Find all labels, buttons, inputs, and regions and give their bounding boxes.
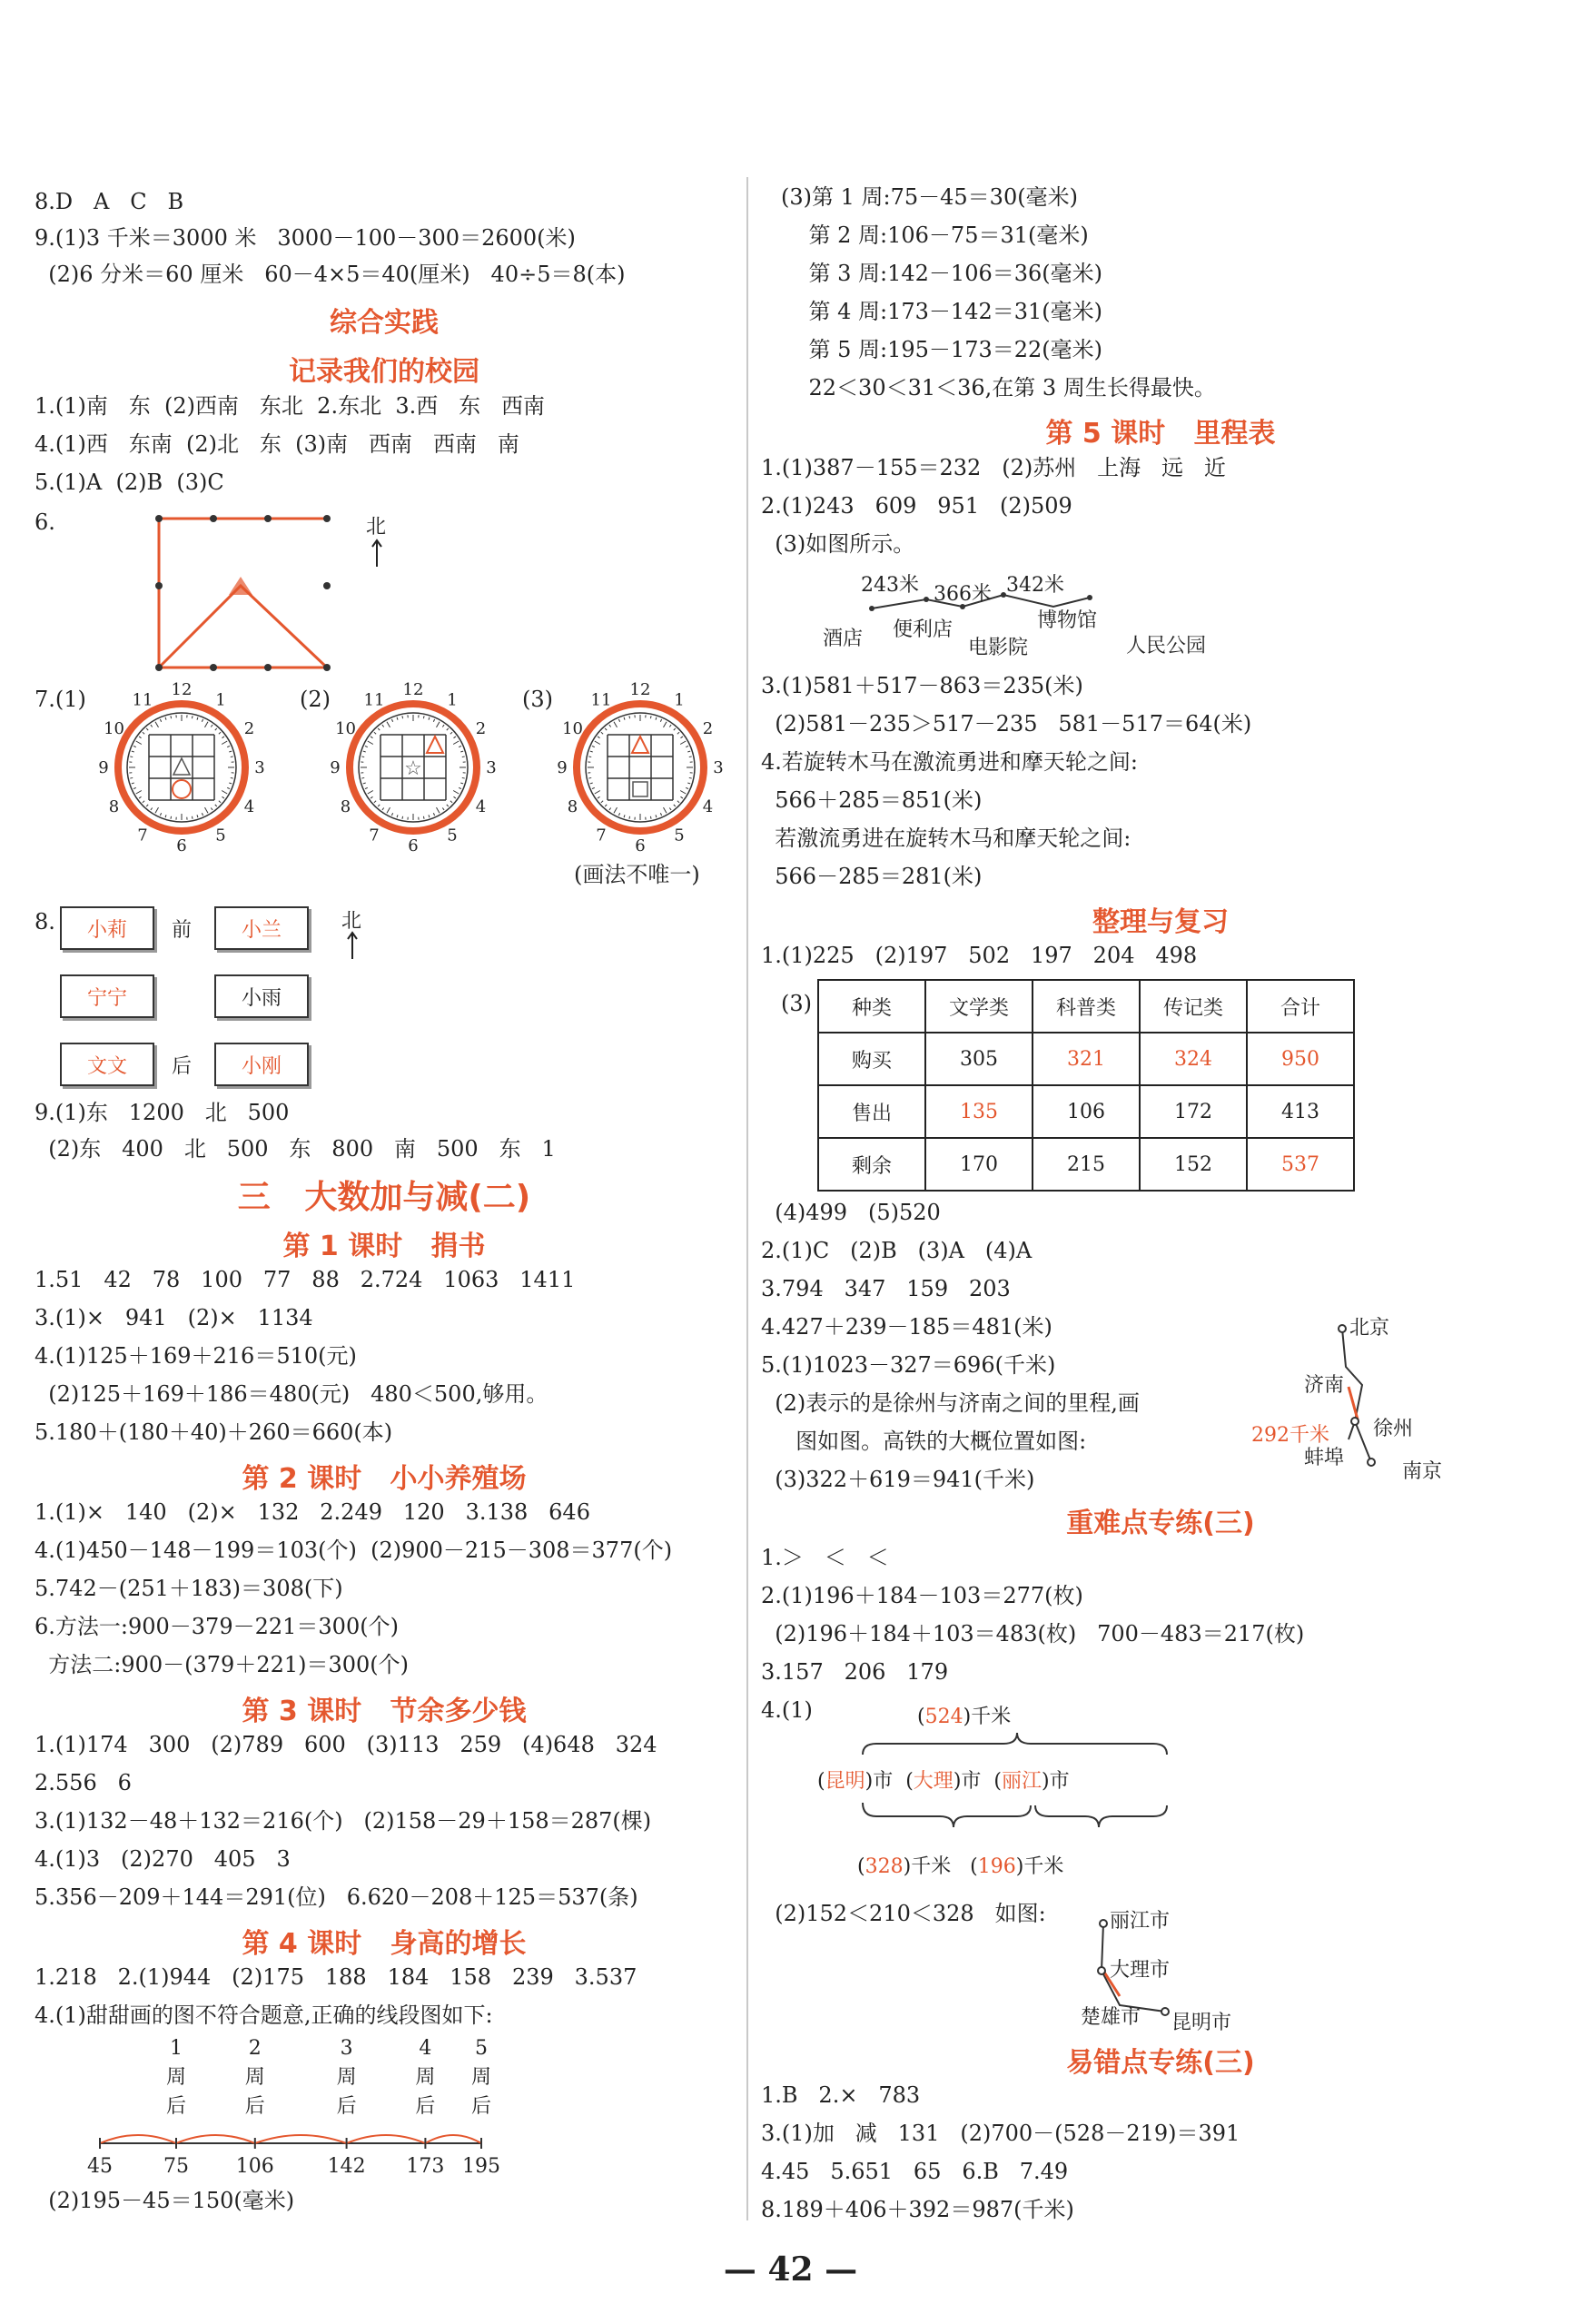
tick <box>423 716 424 718</box>
after-label: 后 <box>165 2095 187 2118</box>
brace-value: 328 <box>865 1855 904 1878</box>
answer-line: 4.(1) <box>761 1697 813 1723</box>
answer-line: 4.45 5.651 65 6.B 7.49 <box>761 2159 1069 2184</box>
answer-line: (2)196＋184＋103＝483(枚) 700－483＝217(枚) <box>761 1621 1305 1647</box>
answer-line: 若激流勇进在旋转木马和摩天轮之间: <box>761 826 1131 851</box>
segment-value: 45 <box>87 2155 113 2178</box>
note-text: (画法不唯一) <box>574 862 700 887</box>
tick <box>402 816 403 819</box>
tick <box>423 816 424 819</box>
name-box: 小雨 <box>214 974 309 1018</box>
section-subtitle: 记录我们的校园 <box>289 356 479 388</box>
unit-text: 市 <box>873 1770 894 1793</box>
segment-diagram <box>82 2034 554 2180</box>
clock-number: 8 <box>108 797 120 816</box>
brace-value: 196 <box>977 1855 1016 1878</box>
clock-number: 4 <box>702 797 714 816</box>
answer-line: 8.189＋406＋392＝987(千米) <box>761 2197 1074 2222</box>
clock-number: 6 <box>176 836 187 854</box>
answer-line: 4.若旋转木马在激流勇进和摩天轮之间: <box>761 749 1138 775</box>
star-icon: ☆ <box>404 757 422 780</box>
city-name: 丽江 <box>1002 1770 1042 1793</box>
table-cell: 324 <box>1140 1033 1247 1085</box>
map-city: 蚌埠 <box>1304 1447 1345 1469</box>
unit-text: 千米 <box>911 1855 952 1878</box>
segment-arc <box>176 2135 255 2143</box>
answer-line: 第 4 周:173－142＝31(毫米) <box>781 299 1103 324</box>
clock-number: 1 <box>674 690 685 710</box>
answer-line: 2.(1)C (2)B (3)A (4)A <box>761 1238 1033 1263</box>
clock-number: 4 <box>243 797 255 816</box>
answer-line: (2)581－235＞517－235 581－517＝64(米) <box>761 711 1252 737</box>
table-cell: 购买 <box>818 1033 925 1085</box>
table-header-cell: 种类 <box>818 980 925 1033</box>
answer-line: (3)322＋619＝941(千米) <box>761 1467 1035 1492</box>
answer-line: 4.(1)125＋169＋216＝510(元) <box>35 1343 357 1369</box>
answer-line: (3)第 1 周:75－45＝30(毫米) <box>781 184 1078 210</box>
tick <box>588 777 591 778</box>
answer-line: 1.(1)225 (2)197 502 197 204 498 <box>761 943 1198 968</box>
answer-line: 566－285＝281(米) <box>761 864 983 889</box>
table-cell: 152 <box>1140 1138 1247 1191</box>
segment-value: 142 <box>327 2155 366 2178</box>
clock-ring <box>577 704 704 831</box>
answer-line: (2)6 分米＝60 厘米 60－4×5＝40(厘米) 40÷5＝8(本) <box>35 262 626 287</box>
answer-line: 8. <box>35 909 55 935</box>
answer-line: (2)125＋169＋186＝480(元) 480＜500,够用。 <box>35 1381 548 1407</box>
table-cell: 135 <box>925 1085 1033 1138</box>
answer-line: 1.(1)× 140 (2)× 132 2.249 120 3.138 646 <box>35 1499 590 1525</box>
tick <box>402 716 403 718</box>
answer-line: 3.(1)× 941 (2)× 1134 <box>35 1305 313 1330</box>
lesson-title: 第 4 课时 身高的增长 <box>242 1928 527 1960</box>
week-number: 4 <box>419 2037 432 2060</box>
clock-number: 7 <box>369 826 380 846</box>
answer-line: 9.(1)东 1200 北 500 <box>35 1100 290 1125</box>
table-cell: 106 <box>1033 1085 1140 1138</box>
answer-line: 1.(1)南 东 (2)西南 东北 2.东北 3.西 东 西南 <box>35 393 546 419</box>
answer-line: 3.(1)132－48＋132＝216(个) (2)158－29＋158＝287(棵) <box>35 1808 652 1834</box>
answer-line: 第 2 周:106－75＝31(毫米) <box>781 223 1089 248</box>
clock <box>98 681 264 854</box>
stock-table <box>817 979 1355 1192</box>
tick <box>171 816 172 819</box>
clock-number: 3 <box>254 758 265 777</box>
answer-line: (2)表示的是徐州与济南之间的里程,画 <box>761 1390 1140 1416</box>
map-city: 楚雄市 <box>1081 2006 1141 2029</box>
answer-line: 第 3 周:142－106＝36(毫米) <box>781 261 1103 286</box>
clock-number: 8 <box>567 797 578 816</box>
table-header-cell: 科普类 <box>1033 980 1140 1033</box>
week-label: 周 <box>470 2066 492 2089</box>
clock-number: 3 <box>486 758 497 777</box>
week-label: 周 <box>165 2066 187 2089</box>
table-header-row <box>818 980 1354 1033</box>
week-number: 5 <box>475 2037 488 2060</box>
answer-line: 9.(1)3 千米＝3000 米 3000－100－300＝2600(米) <box>35 225 576 251</box>
answer-line: 4.427＋239－185＝481(米) <box>761 1314 1052 1340</box>
back-label: 后 <box>172 1055 193 1078</box>
answer-line: 3.(1)加 减 131 (2)700－(528－219)＝391 <box>761 2121 1240 2146</box>
route-distance: 342米 <box>1006 574 1064 597</box>
unit-text: 市 <box>1049 1770 1070 1793</box>
map-city: 昆明市 <box>1171 2012 1232 2034</box>
week-label: 周 <box>415 2066 436 2089</box>
segment-value: 195 <box>462 2155 500 2178</box>
table-cell: 537 <box>1247 1138 1354 1191</box>
name-box: 小刚 <box>214 1043 309 1086</box>
answer-line: 2.(1)196＋184－103＝277(枚) <box>761 1583 1083 1608</box>
answer-line: 3.(1)581＋517－863＝235(米) <box>761 673 1083 698</box>
after-label: 后 <box>470 2095 492 2118</box>
table-cell: 172 <box>1140 1085 1247 1138</box>
clock-number: 1 <box>215 690 226 710</box>
brace-label: (328)千米 (196)千米 <box>857 1855 1064 1878</box>
answer-line: (3) <box>781 991 812 1016</box>
clock-number: 7 <box>596 826 607 846</box>
clock-number: 2 <box>243 719 255 738</box>
clock-number: 10 <box>104 719 124 738</box>
tick <box>361 777 364 778</box>
table-header-cell: 传记类 <box>1140 980 1247 1033</box>
clock-number: 10 <box>335 719 356 738</box>
unit-text: 千米 <box>971 1706 1012 1728</box>
answer-line: 第 5 周:195－173＝22(毫米) <box>781 337 1103 362</box>
answer-line: (4)499 (5)520 <box>761 1200 941 1225</box>
north-arrow-icon <box>371 538 383 569</box>
clock-number: 9 <box>330 758 341 777</box>
answer-line: 1.B 2.× 783 <box>761 2082 921 2108</box>
page-number: — 42 — <box>723 2250 858 2289</box>
week-number: 1 <box>170 2037 183 2060</box>
name-box: 文文 <box>60 1043 154 1086</box>
lesson-title: 第 5 课时 里程表 <box>1045 418 1276 450</box>
tick <box>192 816 193 819</box>
lesson-title: 第 2 课时 小小养殖场 <box>242 1463 527 1495</box>
week-label: 周 <box>244 2066 265 2089</box>
section-title: 整理与复习 <box>1092 906 1229 938</box>
answer-line: 3.794 347 159 203 <box>761 1276 1011 1301</box>
clock-number: 12 <box>402 681 424 699</box>
answer-line: 1.(1)387－155＝232 (2)苏州 上海 远 近 <box>761 455 1226 480</box>
tick <box>462 777 465 778</box>
section-title: 易错点专练(三) <box>1066 2047 1255 2079</box>
clock-number: 3 <box>713 758 724 777</box>
answer-line: 4.(1)甜甜画的图不符合题意,正确的线段图如下: <box>35 2003 493 2028</box>
map-city: 南京 <box>1402 1460 1443 1483</box>
table-row <box>818 1085 1354 1138</box>
lesson-title: 第 3 课时 节余多少钱 <box>242 1696 527 1727</box>
clock-number: 8 <box>340 797 351 816</box>
clock-number: 5 <box>674 826 685 846</box>
tick <box>629 816 630 819</box>
clock-number: 9 <box>98 758 109 777</box>
answer-line: 图如图。高铁的大概位置如图: <box>761 1429 1087 1454</box>
name-box: 小莉 <box>60 906 154 950</box>
clock-ring <box>118 704 245 831</box>
clock-number: 10 <box>562 719 583 738</box>
clock-number: 11 <box>363 690 385 710</box>
answer-line: (3)如图所示。 <box>761 531 915 557</box>
clock <box>557 681 723 854</box>
route-place: 人民公园 <box>1126 635 1207 658</box>
clock-label: (3) <box>522 687 553 712</box>
segment-value: 173 <box>406 2155 445 2178</box>
answer-line: 5.(1)A (2)B (3)C <box>35 470 224 495</box>
tick <box>650 816 651 819</box>
answer-line: 8.D A C B <box>35 189 184 214</box>
answer-line: 5.742－(251＋183)＝308(下) <box>35 1576 343 1601</box>
answer-line: 4.(1)西 东南 (2)北 东 (3)南 西南 西南 南 <box>35 431 519 457</box>
tick <box>171 716 172 718</box>
answer-line: 1.51 42 78 100 77 88 2.724 1063 1411 <box>35 1267 576 1292</box>
tick <box>689 777 692 778</box>
north-arrow-icon <box>346 930 359 961</box>
route-place: 电影院 <box>968 637 1029 659</box>
answer-line: 1.＞ ＜ ＜ <box>761 1545 889 1570</box>
map-city: 大理市 <box>1110 1959 1171 1982</box>
after-label: 后 <box>336 2095 357 2118</box>
clock-number: 12 <box>629 681 651 699</box>
brace-value: 524 <box>924 1706 963 1728</box>
tick <box>629 716 630 718</box>
route-place: 酒店 <box>823 628 864 650</box>
clock-label: (2) <box>300 687 331 712</box>
tick <box>231 777 233 778</box>
answer-line: 1.(1)174 300 (2)789 600 (3)113 259 (4)648 324 <box>35 1732 657 1757</box>
table-cell: 剩余 <box>818 1138 925 1191</box>
answer-line: 6.方法一:900－379－221＝300(个) <box>35 1614 399 1639</box>
answer-line: 3.157 206 179 <box>761 1659 949 1685</box>
answer-line: 5.(1)1023－327＝696(千米) <box>761 1352 1056 1378</box>
route-distance: 366米 <box>934 583 992 606</box>
table-cell: 321 <box>1033 1033 1140 1085</box>
brace-label: (524)千米 <box>917 1706 1012 1728</box>
answer-line: 566＋285＝851(米) <box>761 787 983 813</box>
city-name: 昆明 <box>825 1770 865 1793</box>
answer-line: 22＜30＜31＜36,在第 3 周生长得最快。 <box>781 375 1216 401</box>
answer-line: 4.(1)3 (2)270 405 3 <box>35 1846 291 1872</box>
map-city: 丽江市 <box>1110 1910 1171 1933</box>
section-title: 综合实践 <box>330 307 439 339</box>
answer-line: 4.(1)450－148－199＝103(个) (2)900－215－308＝377(个) <box>35 1538 673 1563</box>
section-title: 重难点专练(三) <box>1066 1508 1255 1539</box>
north-label: 北 <box>341 910 362 933</box>
clock-number: 2 <box>702 719 714 738</box>
map-city: 北京 <box>1349 1317 1390 1340</box>
clock-number: 1 <box>447 690 458 710</box>
q6-drawing <box>145 504 390 677</box>
clock-number: 12 <box>171 681 193 699</box>
week-number: 3 <box>340 2037 353 2060</box>
clock-number: 2 <box>475 719 487 738</box>
answer-line: 5.356－209＋144＝291(位) 6.620－208＋125＝537(条) <box>35 1884 638 1910</box>
clock <box>330 681 496 854</box>
table-cell: 413 <box>1247 1085 1354 1138</box>
answer-line: 5.180＋(180＋40)＋260＝660(本) <box>35 1419 393 1445</box>
segment-arc <box>255 2135 347 2143</box>
column-divider <box>746 177 748 2220</box>
city-row: (昆明)市 (大理)市 (丽江)市 <box>817 1770 1070 1793</box>
answer-line: (2)195－45＝150(毫米) <box>35 2188 295 2213</box>
week-number: 2 <box>248 2037 262 2060</box>
clock-number: 4 <box>475 797 487 816</box>
table-cell: 215 <box>1033 1138 1140 1191</box>
answer-line: 2.556 6 <box>35 1770 132 1795</box>
unit-text: 千米 <box>1023 1855 1064 1878</box>
answer-line: 2.(1)243 609 951 (2)509 <box>761 493 1072 519</box>
lesson-title: 第 1 课时 捐书 <box>282 1231 486 1262</box>
map-city: 徐州 <box>1373 1418 1414 1440</box>
map-distance: 292千米 <box>1251 1424 1329 1447</box>
route-place: 便利店 <box>893 618 954 641</box>
map-city: 济南 <box>1304 1374 1345 1397</box>
tick <box>192 716 193 718</box>
answer-line: 1.218 2.(1)944 (2)175 188 184 158 239 3.537 <box>35 1964 637 1990</box>
table-row <box>818 1033 1354 1085</box>
segment-arc <box>100 2135 176 2143</box>
table-header-cell: 文学类 <box>925 980 1033 1033</box>
clock-number: 5 <box>447 826 458 846</box>
clock-number: 5 <box>215 826 226 846</box>
answer-line: 方法二:900－(379＋221)＝300(个) <box>35 1652 410 1677</box>
tick <box>130 777 133 778</box>
answer-line: (2)152＜210＜328 如图: <box>761 1901 1046 1926</box>
route-place: 博物馆 <box>1037 609 1098 632</box>
tick <box>650 716 651 718</box>
table-row <box>818 1138 1354 1191</box>
clock-number: 6 <box>635 836 646 854</box>
after-label: 后 <box>244 2095 265 2118</box>
table-header-cell: 合计 <box>1247 980 1354 1033</box>
city-name: 大理 <box>913 1770 954 1793</box>
table-cell: 170 <box>925 1138 1033 1191</box>
segment-value: 75 <box>163 2155 189 2178</box>
segment-value: 106 <box>235 2155 274 2178</box>
clock-number: 9 <box>557 758 568 777</box>
table-cell: 305 <box>925 1033 1033 1085</box>
table-cell: 950 <box>1247 1033 1354 1085</box>
name-box: 小兰 <box>214 906 309 950</box>
route-distance: 243米 <box>861 574 919 597</box>
unit-text: 市 <box>961 1770 982 1793</box>
unit-title: 三 大数加与减(二) <box>237 1179 531 1216</box>
clock-number: 7 <box>137 826 148 846</box>
segment-arc <box>347 2135 426 2143</box>
clock-number: 11 <box>590 690 612 710</box>
name-box: 宁宁 <box>60 974 154 1018</box>
north-label: 北 <box>366 516 387 539</box>
answer-line: 6. <box>35 509 55 535</box>
table-cell: 售出 <box>818 1085 925 1138</box>
week-label: 周 <box>336 2066 357 2089</box>
answer-line: 7.(1) <box>35 687 86 712</box>
segment-arc <box>425 2135 481 2143</box>
clock-number: 11 <box>132 690 153 710</box>
clock-number: 6 <box>408 836 419 854</box>
clock-diagrams <box>91 681 745 854</box>
answer-line: (2)东 400 北 500 东 800 南 500 东 1 <box>35 1136 556 1162</box>
front-label: 前 <box>172 919 193 942</box>
after-label: 后 <box>415 2095 436 2118</box>
